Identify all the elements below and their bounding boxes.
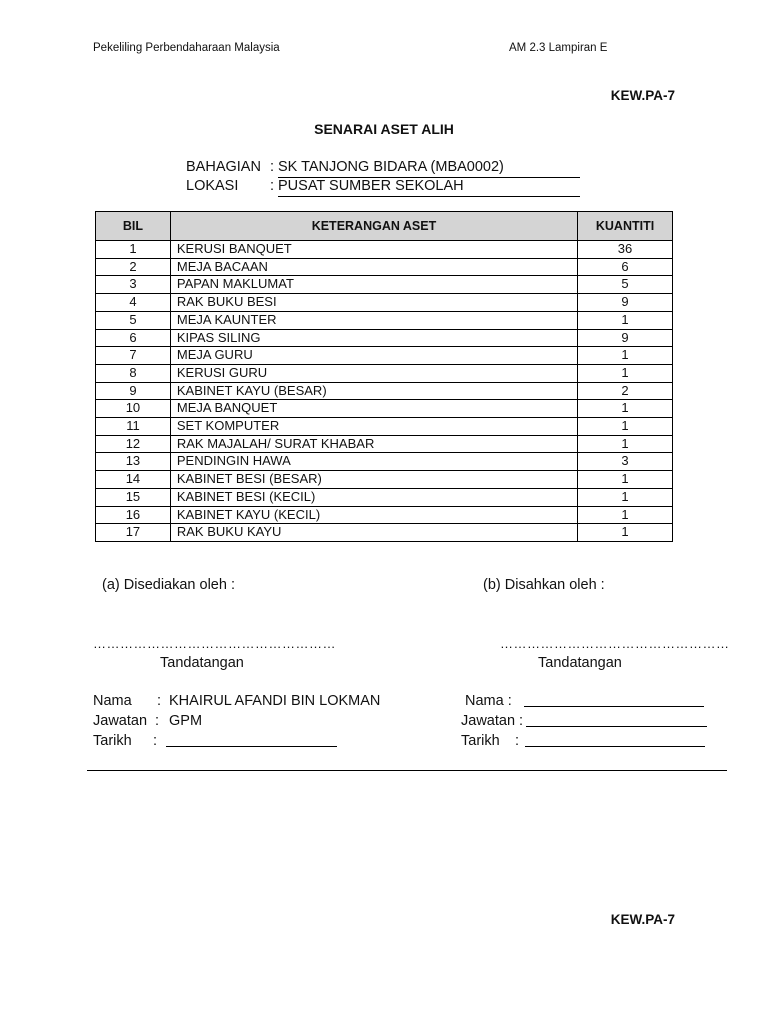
header-bil: BIL	[96, 212, 171, 241]
row-keterangan: PAPAN MAKLUMAT	[170, 276, 577, 294]
prepared-position-value: GPM	[169, 713, 203, 729]
row-bil: 12	[96, 435, 171, 453]
position-label-right: Jawatan :	[461, 713, 524, 729]
row-bil: 11	[96, 418, 171, 436]
name-colon-left: :	[157, 693, 162, 709]
date-label-right: Tarikh	[461, 733, 500, 749]
row-bil: 10	[96, 400, 171, 418]
row-bil: 15	[96, 488, 171, 506]
lokasi-label: LOKASI	[186, 178, 239, 194]
table-header-row	[96, 212, 673, 241]
form-code-bottom: KEW.PA-7	[610, 912, 675, 927]
signature-label-right: Tandatangan	[538, 655, 622, 671]
signature-dots-left: ………………………………………………	[93, 636, 336, 651]
row-kuantiti: 1	[578, 347, 673, 365]
row-kuantiti: 1	[578, 471, 673, 489]
row-bil: 6	[96, 329, 171, 347]
date-line-right	[525, 746, 705, 747]
bahagian-colon: :	[270, 159, 275, 175]
header-kuantiti: KUANTITI	[578, 212, 673, 241]
row-keterangan: RAK BUKU BESI	[170, 294, 577, 312]
table-row	[96, 329, 673, 347]
row-bil: 17	[96, 524, 171, 542]
table-row	[96, 258, 673, 276]
table-row	[96, 453, 673, 471]
row-keterangan: MEJA GURU	[170, 347, 577, 365]
row-keterangan: RAK BUKU KAYU	[170, 524, 577, 542]
table-row	[96, 382, 673, 400]
table-row	[96, 488, 673, 506]
row-keterangan: KABINET BESI (KECIL)	[170, 488, 577, 506]
document-title: SENARAI ASET ALIH	[314, 121, 454, 137]
table-row	[96, 418, 673, 436]
row-kuantiti: 1	[578, 364, 673, 382]
row-bil: 13	[96, 453, 171, 471]
row-bil: 16	[96, 506, 171, 524]
approved-by-label: (b) Disahkan oleh :	[483, 577, 605, 593]
row-kuantiti: 36	[578, 241, 673, 259]
row-keterangan: RAK MAJALAH/ SURAT KHABAR	[170, 435, 577, 453]
asset-table-body	[96, 241, 673, 542]
row-keterangan: MEJA KAUNTER	[170, 311, 577, 329]
row-kuantiti: 1	[578, 400, 673, 418]
row-keterangan: MEJA BACAAN	[170, 258, 577, 276]
table-row	[96, 471, 673, 489]
form-code-top: KEW.PA-7	[610, 88, 675, 103]
lokasi-colon: :	[270, 178, 275, 194]
header-appendix: AM 2.3 Lampiran E	[509, 42, 608, 54]
table-row	[96, 400, 673, 418]
row-keterangan: KERUSI GURU	[170, 364, 577, 382]
bahagian-value: SK TANJONG BIDARA (MBA0002)	[278, 159, 580, 178]
row-kuantiti: 9	[578, 329, 673, 347]
row-kuantiti: 1	[578, 506, 673, 524]
date-colon-left: :	[153, 733, 158, 749]
row-bil: 9	[96, 382, 171, 400]
date-label-left: Tarikh	[93, 733, 132, 749]
table-row	[96, 276, 673, 294]
table-row	[96, 506, 673, 524]
row-bil: 1	[96, 241, 171, 259]
row-keterangan: KERUSI BANQUET	[170, 241, 577, 259]
date-colon-right: :	[515, 733, 520, 749]
row-bil: 2	[96, 258, 171, 276]
row-bil: 8	[96, 364, 171, 382]
row-keterangan: KABINET KAYU (BESAR)	[170, 382, 577, 400]
position-line-right	[526, 726, 707, 727]
row-kuantiti: 9	[578, 294, 673, 312]
row-kuantiti: 1	[578, 524, 673, 542]
row-keterangan: KIPAS SILING	[170, 329, 577, 347]
row-kuantiti: 2	[578, 382, 673, 400]
bahagian-row	[186, 159, 586, 177]
name-label-left: Nama	[93, 693, 132, 709]
signature-label-left: Tandatangan	[160, 655, 244, 671]
position-colon-left: :	[155, 713, 160, 729]
header-keterangan: KETERANGAN ASET	[170, 212, 577, 241]
row-bil: 7	[96, 347, 171, 365]
table-row	[96, 364, 673, 382]
row-bil: 3	[96, 276, 171, 294]
lokasi-row	[186, 178, 586, 196]
table-row	[96, 311, 673, 329]
prepared-by-label: (a) Disediakan oleh :	[102, 577, 235, 593]
name-line-right	[524, 706, 704, 707]
row-bil: 14	[96, 471, 171, 489]
table-row	[96, 435, 673, 453]
table-row	[96, 347, 673, 365]
row-keterangan: SET KOMPUTER	[170, 418, 577, 436]
row-kuantiti: 1	[578, 488, 673, 506]
lokasi-value: PUSAT SUMBER SEKOLAH	[278, 178, 580, 197]
signature-dots-right: ……………………………………………	[500, 636, 730, 651]
row-keterangan: MEJA BANQUET	[170, 400, 577, 418]
position-label-left: Jawatan	[93, 713, 148, 729]
row-kuantiti: 1	[578, 418, 673, 436]
row-bil: 4	[96, 294, 171, 312]
row-kuantiti: 6	[578, 258, 673, 276]
section-divider	[87, 770, 727, 771]
bahagian-label: BAHAGIAN	[186, 159, 261, 175]
date-line-left	[166, 746, 337, 747]
table-row	[96, 524, 673, 542]
row-keterangan: KABINET KAYU (KECIL)	[170, 506, 577, 524]
name-label-right: Nama :	[465, 693, 512, 709]
row-bil: 5	[96, 311, 171, 329]
row-keterangan: PENDINGIN HAWA	[170, 453, 577, 471]
table-row	[96, 241, 673, 259]
table-row	[96, 294, 673, 312]
row-kuantiti: 1	[578, 311, 673, 329]
prepared-name-value: KHAIRUL AFANDI BIN LOKMAN	[169, 693, 381, 709]
row-kuantiti: 1	[578, 435, 673, 453]
asset-table	[95, 211, 673, 542]
row-kuantiti: 3	[578, 453, 673, 471]
row-kuantiti: 5	[578, 276, 673, 294]
header-publication: Pekeliling Perbendaharaan Malaysia	[93, 42, 280, 54]
row-keterangan: KABINET BESI (BESAR)	[170, 471, 577, 489]
prepared-name-row	[93, 693, 132, 711]
